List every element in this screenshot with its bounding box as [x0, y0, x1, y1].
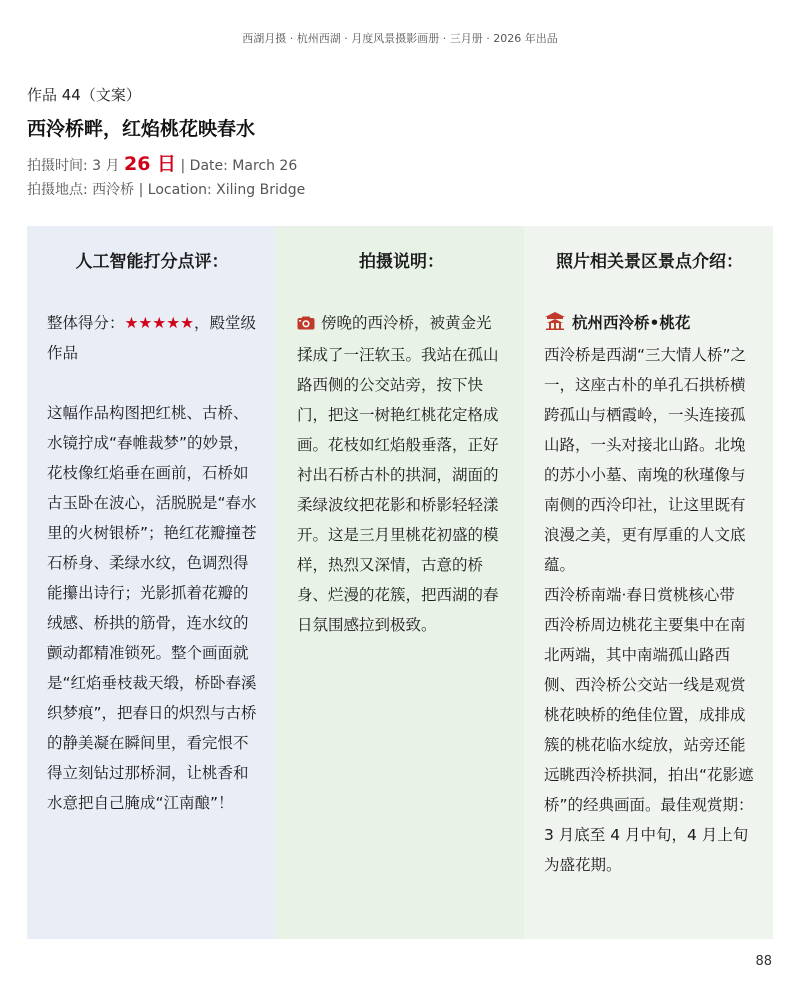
shooting-notes-heading: 拍摄说明：	[359, 252, 444, 272]
ai-review-heading: 人工智能打分点评：	[75, 252, 229, 272]
shooting-notes-column	[275, 226, 524, 939]
shoot-location	[27, 179, 305, 199]
score-label: 整体得分：	[47, 314, 125, 332]
shoot-location-en: | Location: Xiling Bridge	[138, 182, 306, 198]
page-number: 88	[755, 954, 772, 969]
content-columns	[27, 226, 773, 939]
spot-title-text: 杭州西泠桥•桃花	[572, 314, 691, 332]
spot-intro: 西泠桥是西湖“三大情人桥”之一，这座古朴的单孔石拱桥横跨孤山与栖霞岭，一头连接孤山路，一头对接北山路。北堍的苏小小墓、南堍的秋瑾像与南侧的西泠印社，让这里既有浪漫之美，更有厚重的人文底蕴。	[544, 346, 747, 574]
scenic-intro-body	[544, 308, 755, 880]
camera-icon	[297, 310, 315, 340]
shoot-location-label: 拍摄地点: 西泠桥	[27, 182, 139, 198]
shooting-notes-body	[297, 308, 506, 640]
shoot-day: 26 日	[123, 153, 177, 175]
page-title: 西泠桥畔，红焰桃花映春水	[27, 118, 256, 140]
spot-detail: 西泠桥周边桃花主要集中在南北两端，其中南端孤山路西侧、西泠桥公交站一线是观赏桃花映桥的绝佳位置，成排成簇的桃花临水绽放，站旁还能远眺西泠桥拱洞，拍出“花影遮桥”的经典画面。最佳观赏期：3 月底至 4 月中旬，4 月上旬为盛花期。	[544, 616, 754, 874]
pavilion-icon	[544, 310, 566, 340]
ai-review-column	[27, 226, 275, 939]
scenic-intro-column	[524, 226, 773, 939]
shooting-notes-text: 傍晚的西泠桥，被黄金光揉成了一汪软玉。我站在孤山路西侧的公交站旁，按下快门，把这一树艳红桃花定格成画。花枝如红焰般垂落，正好衬出石桥古朴的拱洞，湖面的柔绿波纹把花影和桥影轻轻漾开。这是三月里桃花初盛的模样，热烈又深情，古意的桥身、烂漫的花簇，把西湖的春日氛围感拉到极致。	[297, 314, 499, 634]
shoot-time-en: | Date: March 26	[176, 158, 298, 174]
spot-subtitle: 西泠桥南端·春日赏桃核心带	[544, 586, 735, 604]
shoot-time	[27, 149, 297, 176]
overall-score	[47, 308, 257, 368]
spot-title	[544, 308, 755, 340]
star-rating: ★★★★★	[124, 314, 194, 332]
work-number: 作品 44（文案）	[27, 86, 141, 104]
shoot-time-label: 拍摄时间: 3 月	[27, 158, 124, 174]
page-header: 西湖月摄 · 杭州西湖 · 月度风景摄影画册 · 三月册 · 2026 年出品	[242, 32, 558, 45]
ai-review-text: 这幅作品构图把红桃、古桥、水镜拧成“春帷裁梦”的妙景，花枝像红焰垂在画前，石桥如古玉卧在波心，活脱脱是“春水里的火树银桥”；艳红花瓣撞苍石桥身、柔绿水纹，色调烈得能攥出诗行；光影抓着花瓣的绒感、桥拱的筋骨，连水纹的颤动都精准锁死。整个画面就是“红焰垂枝裁天缎，桥卧春溪织梦痕”，把春日的炽烈与古桥的静美凝在瞬间里，看完恨不得立刻钻过那桥洞，让桃香和水意把自己腌成“江南酿”！	[47, 404, 257, 812]
score-suffix: ，殿堂级作品	[47, 314, 257, 362]
scenic-intro-heading: 照片相关景区景点介绍：	[556, 252, 743, 272]
